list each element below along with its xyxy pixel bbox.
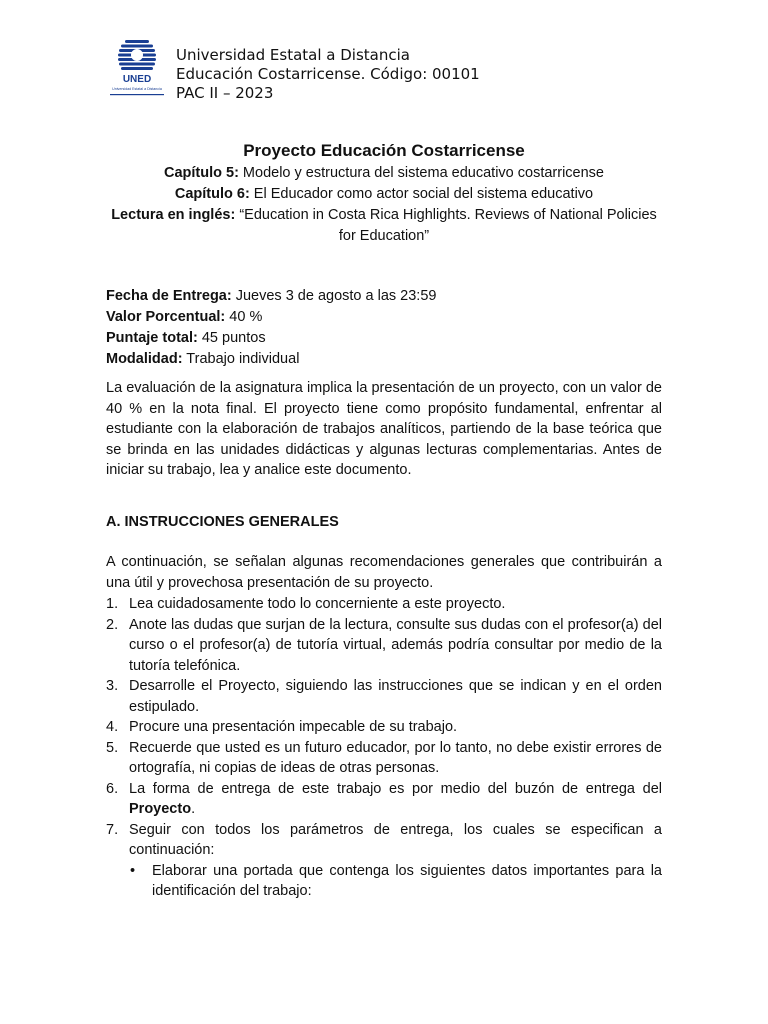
detail-percentage: Valor Porcentual: 40 % xyxy=(106,309,263,325)
uned-logo-icon xyxy=(106,38,168,100)
bullet-icon: • xyxy=(130,862,136,879)
instructions-list xyxy=(106,594,662,902)
detail-modality: Modalidad: Trabajo individual xyxy=(106,351,300,367)
document-title: Proyecto Educación Costarricense xyxy=(243,141,525,160)
evaluation-paragraph: La evaluación de la asignatura implica la presentación de un proyecto, con un valor de 40 % en la nota final. El proyecto tiene como propósito fundamental, enfrentar al estudiante con la elaboración de trabajos analíticos, partiendo de la base teórica que se brinda en las unidades didácticas y algunas lecturas complementarias. Antes de iniciar su trabajo, lea y analice este documento. xyxy=(106,380,662,478)
detail-total-score: Puntaje total: 45 puntos xyxy=(106,330,266,346)
list-item: 5. Recuerde que usted es un futuro educador, por lo tanto, no debe existir errores de ortografía, ni copias de ideas de otras personas. xyxy=(106,739,662,776)
list-item: 2. Anote las dudas que surjan de la lectura, consulte sus dudas con el profesor(a) del curso o el profesor(a) de tutoría virtual, además podría consultar por medio de la tutoría telefónica. xyxy=(106,616,662,674)
title-block xyxy=(106,140,662,247)
instructions-intro: A continuación, se señalan algunas recomendaciones generales que contribuirán a una útil y provechosa presentación de su proyecto. xyxy=(106,554,662,591)
list-item: 1. Lea cuidadosamente todo lo concerniente a este proyecto. xyxy=(106,596,506,612)
list-item: 3. Desarrolle el Proyecto, siguiendo las instrucciones que se indican y en el orden estipulado. xyxy=(106,678,662,715)
section-heading: A. INSTRUCCIONES GENERALES xyxy=(106,514,339,530)
detail-due-date: Fecha de Entrega: Jueves 3 de agosto a las 23:59 xyxy=(106,288,437,304)
list-item: 7. Seguir con todos los parámetros de entrega, los cuales se especifican a continuación: xyxy=(106,821,662,858)
subtitle-chapter-6: Capítulo 6: El Educador como actor social del sistema educativo xyxy=(174,186,594,202)
logo-wordmark: UNED xyxy=(122,74,152,85)
subtitle-reading: Lectura en inglés: “Education in Costa Rica Highlights. Reviews of National Policies for Education” xyxy=(111,207,657,244)
bullet-item: • Elaborar una portada que contenga los siguientes datos importantes para la identificación del trabajo: xyxy=(130,862,662,899)
logo-subtext: Universidad Estatal a Distancia xyxy=(112,87,162,91)
course-line: Educación Costarricense. Código: 00101 xyxy=(176,65,480,83)
document-header xyxy=(106,38,666,100)
list-item: 4. Procure una presentación impecable de su trabajo. xyxy=(106,719,458,735)
subtitle-chapter-5: Capítulo 5: Modelo y estructura del sistema educativo costarricense xyxy=(163,165,604,181)
period-line: PAC II – 2023 xyxy=(176,84,274,102)
list-item: 6. La forma de entrega de este trabajo es por medio del buzón de entrega del Proyecto. xyxy=(106,780,662,817)
assignment-details xyxy=(106,286,666,370)
institution-name: Universidad Estatal a Distancia xyxy=(176,46,410,64)
